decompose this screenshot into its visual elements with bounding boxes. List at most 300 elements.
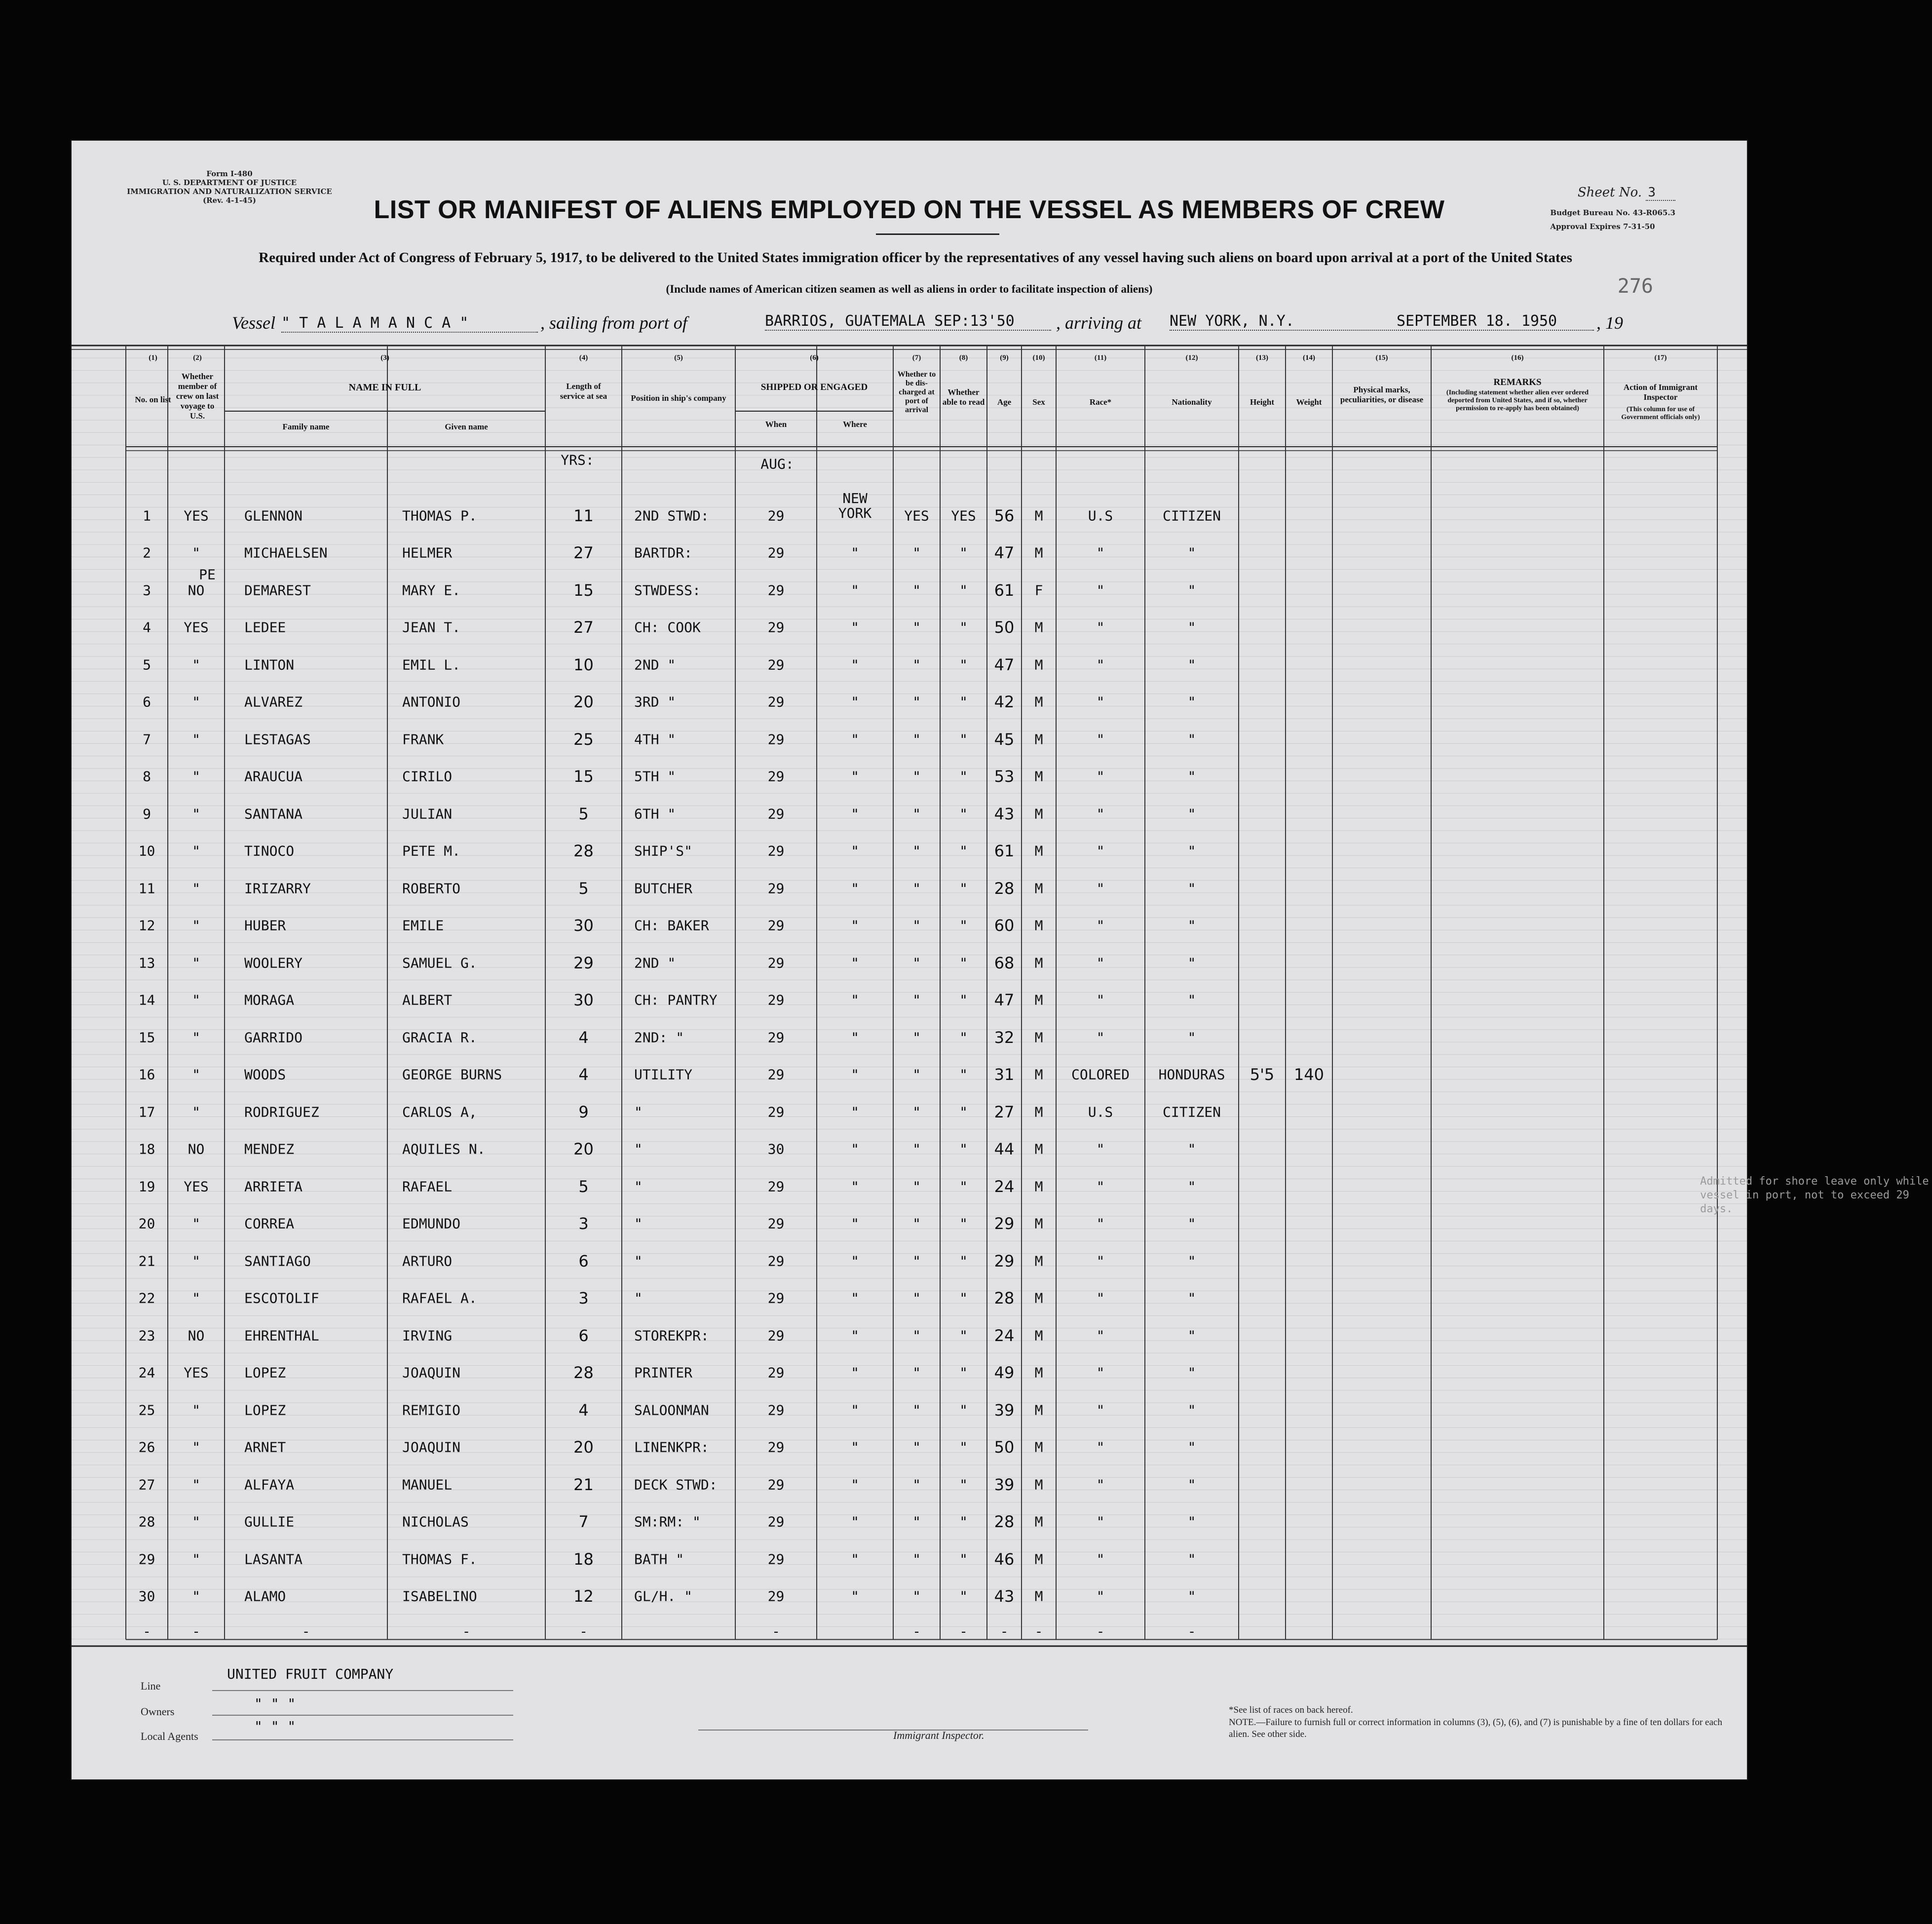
able-to-read: " (959, 619, 968, 636)
nationality: " (1187, 843, 1196, 859)
shipped-where: " (851, 1290, 859, 1307)
col3-header: NAME IN FULL (348, 382, 421, 393)
given-name: CIRILO (402, 768, 453, 785)
discharged: " (912, 656, 921, 673)
length-of-service: 3 (578, 1214, 589, 1233)
discharged: " (912, 1141, 921, 1157)
col13-number: (13) (1256, 354, 1268, 362)
col3-number: (3) (380, 354, 389, 362)
given-name: ARTURO (402, 1253, 453, 1270)
approval-expires: Approval Expires 7-31-50 (1550, 222, 1655, 231)
position: " (634, 1178, 643, 1195)
col5-header: Position in ship's company (631, 393, 726, 403)
shipped-when: 29 (767, 992, 785, 1008)
sex: F (1034, 582, 1043, 599)
row-number: 26 (138, 1439, 155, 1456)
row-number: 23 (138, 1327, 155, 1344)
shipped-where: " (851, 693, 859, 710)
position: 2ND " (634, 955, 676, 971)
row-number: 15 (138, 1029, 155, 1046)
position: STWDESS: (634, 582, 701, 599)
row-number: 1 (143, 507, 151, 524)
position: 2ND STWD: (634, 507, 709, 524)
dash-mark: - (959, 1623, 968, 1640)
race: " (1096, 880, 1105, 897)
discharged: YES (904, 507, 929, 524)
manifest-sheet (72, 141, 1929, 1779)
shipped-where: " (851, 1104, 859, 1120)
sex: M (1034, 693, 1043, 710)
race: " (1096, 1439, 1105, 1456)
able-to-read: " (959, 1178, 968, 1195)
given-name: IRVING (402, 1327, 453, 1344)
age: 61 (994, 842, 1015, 861)
last-voyage: " (192, 1551, 200, 1568)
given-name: ROBERTO (402, 880, 461, 897)
sex: M (1034, 1029, 1043, 1046)
family-name: MICHAELSEN (244, 544, 328, 561)
sheet-number-label: Sheet No. (1577, 185, 1642, 200)
shipped-where: " (851, 1402, 859, 1419)
col11-number: (11) (1094, 354, 1107, 362)
position: " (634, 1141, 643, 1157)
nationality: " (1187, 582, 1196, 599)
able-to-read: " (959, 843, 968, 859)
nationality: HONDURAS (1158, 1066, 1225, 1083)
weight: 140 (1293, 1065, 1325, 1084)
age: 24 (994, 1177, 1015, 1196)
length-of-service: 6 (578, 1326, 589, 1345)
agents-label: Local Agents (141, 1730, 198, 1742)
row-number: 17 (138, 1104, 155, 1120)
sex: M (1034, 1476, 1043, 1493)
position: CH: BAKER (634, 917, 709, 934)
row-number: 2 (143, 544, 151, 561)
shipped-when: 29 (767, 1178, 785, 1195)
shipped-when: 29 (767, 917, 785, 934)
shipped-where: " (851, 917, 859, 934)
family-name: EHRENTHAL (244, 1327, 319, 1344)
given-name: JOAQUIN (402, 1364, 461, 1381)
race: " (1096, 1476, 1105, 1493)
length-of-service: 28 (573, 842, 594, 861)
dash-mark: - (1000, 1623, 1009, 1640)
col12-header: Nationality (1172, 397, 1212, 407)
age: 43 (994, 1587, 1015, 1606)
length-of-service: 28 (573, 1363, 594, 1383)
col9-number: (9) (1000, 354, 1009, 362)
able-to-read: " (959, 768, 968, 785)
shipped-where: " (851, 1066, 859, 1083)
shipped-when: 29 (767, 731, 785, 748)
position: PRINTER (634, 1364, 693, 1381)
able-to-read: " (959, 1066, 968, 1083)
length-of-service: 21 (573, 1475, 594, 1494)
race: " (1096, 1364, 1105, 1381)
shipped-where: " (851, 1588, 859, 1605)
revision-date: (Rev. 4-1-45) (202, 196, 257, 205)
sailing-label: , sailing from port of (540, 313, 687, 333)
shipped-when: 29 (767, 1476, 785, 1493)
given-name: MANUEL (402, 1476, 453, 1493)
race: " (1096, 1290, 1105, 1307)
able-to-read: " (959, 1588, 968, 1605)
sex: M (1034, 1402, 1043, 1419)
able-to-read: " (959, 992, 968, 1008)
sex: M (1034, 1327, 1043, 1344)
sex: M (1034, 1588, 1043, 1605)
row-number: 8 (143, 768, 151, 785)
race: U.S (1088, 1104, 1113, 1120)
row-number: 13 (138, 955, 155, 971)
dash-mark: - (1034, 1623, 1043, 1640)
col14-number: (14) (1303, 354, 1315, 362)
family-name: WOOLERY (244, 955, 303, 971)
last-voyage: " (192, 1104, 200, 1120)
family-name: LOPEZ (244, 1402, 286, 1419)
age: 28 (994, 1512, 1015, 1532)
line-label: Line (141, 1680, 161, 1692)
last-voyage: " (192, 843, 200, 859)
sex: M (1034, 992, 1043, 1008)
discharged: " (912, 1215, 921, 1232)
family-name: TINOCO (244, 843, 295, 859)
able-to-read: " (959, 1141, 968, 1157)
col9-header: Age (997, 397, 1012, 407)
able-to-read: " (959, 1402, 968, 1419)
able-to-read: " (959, 582, 968, 599)
length-of-service: 5 (578, 1177, 589, 1196)
age: 39 (994, 1400, 1015, 1420)
shipped-when: 29 (767, 1290, 785, 1307)
sex: M (1034, 1364, 1043, 1381)
shipped-when: 29 (767, 768, 785, 785)
position: 6TH " (634, 806, 676, 822)
sex: M (1034, 656, 1043, 673)
age: 61 (994, 580, 1015, 600)
position: STOREKPR: (634, 1327, 709, 1344)
able-to-read: YES (951, 507, 976, 524)
family-name: ESCOTOLIF (244, 1290, 319, 1307)
shipped-when: 29 (767, 1029, 785, 1046)
able-to-read: " (959, 806, 968, 822)
given-name: JOAQUIN (402, 1439, 461, 1456)
length-of-service: 27 (573, 618, 594, 637)
last-voyage: " (192, 731, 200, 748)
shipped-where: " (851, 1476, 859, 1493)
age: 42 (994, 693, 1015, 712)
age: 27 (994, 1102, 1015, 1121)
col2-header: Whether member of crew on last voyage to U.S. (176, 372, 219, 421)
shipped-when: 29 (767, 1513, 785, 1530)
age: 28 (994, 879, 1015, 898)
sex: M (1034, 955, 1043, 971)
given-name: JULIAN (402, 806, 453, 822)
able-to-read: " (959, 1513, 968, 1530)
family-name: DEMAREST (244, 582, 311, 599)
discharged: " (912, 1439, 921, 1456)
length-of-service: 30 (573, 916, 594, 935)
instruction-text: (Include names of American citizen seamen as well as aliens in order to facilitate inspection of aliens) (666, 283, 1153, 295)
dash-mark: - (462, 1623, 471, 1640)
shipped-when: 29 (767, 1215, 785, 1232)
given-name: GEORGE BURNS (402, 1066, 502, 1083)
able-to-read: " (959, 1439, 968, 1456)
family-name: ALVAREZ (244, 693, 303, 710)
family-name: LOPEZ (244, 1364, 286, 1381)
shipped-when: 29 (767, 1253, 785, 1270)
length-of-service: 5 (578, 879, 589, 898)
age: 44 (994, 1140, 1015, 1159)
age: 28 (994, 1289, 1015, 1308)
col6-where-header: Where (843, 420, 867, 429)
col2-number: (2) (193, 354, 202, 362)
nationality: " (1187, 992, 1196, 1008)
shipped-when: 29 (767, 843, 785, 859)
height: 5'5 (1250, 1065, 1275, 1084)
able-to-read: " (959, 544, 968, 561)
discharged: " (912, 1513, 921, 1530)
last-voyage: YES (184, 619, 209, 636)
owners-label: Owners (141, 1705, 175, 1718)
length-of-service: 4 (578, 1400, 589, 1420)
nationality: " (1187, 656, 1196, 673)
able-to-read: " (959, 1253, 968, 1270)
family-name: GLENNON (244, 507, 303, 524)
last-voyage: " (192, 1513, 200, 1530)
length-of-service: 29 (573, 953, 594, 972)
race: COLORED (1071, 1066, 1130, 1083)
race-note: *See list of races on back hereof. (1229, 1705, 1353, 1715)
shipped-when: 29 (767, 619, 785, 636)
row-number: 9 (143, 806, 151, 822)
able-to-read: " (959, 1551, 968, 1568)
race: " (1096, 731, 1105, 748)
age: 39 (994, 1475, 1015, 1494)
age: 60 (994, 916, 1015, 935)
given-name: EMIL L. (402, 656, 461, 673)
dash-mark: - (1096, 1623, 1105, 1640)
nationality: " (1187, 1402, 1196, 1419)
shipped-where: " (851, 1364, 859, 1381)
shipped-where: " (851, 843, 859, 859)
col7-number: (7) (912, 354, 921, 362)
last-voyage: " (192, 1215, 200, 1232)
length-of-service: 5 (578, 804, 589, 823)
nationality: " (1187, 1029, 1196, 1046)
able-to-read: " (959, 1104, 968, 1120)
col6-header: SHIPPED OR ENGAGED (760, 382, 868, 392)
last-voyage: " (192, 1476, 200, 1493)
sex: M (1034, 880, 1043, 897)
length-of-service: 7 (578, 1512, 589, 1532)
discharged: " (912, 955, 921, 971)
given-name: MARY E. (402, 582, 461, 599)
race: " (1096, 1402, 1105, 1419)
owners-value: " " " (254, 1695, 296, 1712)
position: 2ND: " (634, 1029, 684, 1046)
family-name: ARNET (244, 1439, 286, 1456)
race: " (1096, 656, 1105, 673)
shipped-where: " (851, 768, 859, 785)
last-voyage: " (192, 1253, 200, 1270)
discharged: " (912, 544, 921, 561)
vessel-name: " T A L A M A N C A " (281, 314, 538, 333)
able-to-read: " (959, 880, 968, 897)
shipped-when: 29 (767, 1402, 785, 1419)
race: " (1096, 1588, 1105, 1605)
col4-number: (4) (579, 354, 588, 362)
discharged: " (912, 1402, 921, 1419)
given-name: AQUILES N. (402, 1141, 486, 1157)
month-label: AUG: (760, 456, 794, 472)
shipped-where: " (851, 1513, 859, 1530)
shipped-where: " (851, 582, 859, 599)
last-voyage: " (192, 1439, 200, 1456)
col17-header: Action of Immigrant Inspector (1623, 383, 1698, 402)
nationality: " (1187, 768, 1196, 785)
last-voyage: " (192, 1029, 200, 1046)
last-voyage: YES (184, 507, 209, 524)
race: " (1096, 1178, 1105, 1195)
nationality: " (1187, 1253, 1196, 1270)
last-voyage: NO (188, 1327, 205, 1344)
sex: M (1034, 1104, 1043, 1120)
sex: M (1034, 843, 1043, 859)
race: " (1096, 1513, 1105, 1530)
discharged: " (912, 1253, 921, 1270)
row-number: 30 (138, 1588, 155, 1605)
given-name: PETE M. (402, 843, 461, 859)
sex: M (1034, 507, 1043, 524)
length-of-service: 10 (573, 655, 594, 674)
able-to-read: " (959, 1327, 968, 1344)
given-name: RAFAEL (402, 1178, 453, 1195)
sex: M (1034, 768, 1043, 785)
last-voyage: " (192, 880, 200, 897)
last-voyage: " (192, 768, 200, 785)
length-of-service: 4 (578, 1065, 589, 1084)
dash-mark: - (143, 1623, 151, 1640)
family-name: ALFAYA (244, 1476, 295, 1493)
col15-header: Physical marks, peculiarities, or disease (1340, 385, 1424, 404)
length-of-service: 4 (578, 1028, 589, 1047)
last-voyage: YES (184, 1364, 209, 1381)
shipped-when: 29 (767, 544, 785, 561)
dash-mark: - (302, 1623, 310, 1640)
shipped-when: 29 (767, 1066, 785, 1083)
family-name: SANTIAGO (244, 1253, 311, 1270)
statute-text: Required under Act of Congress of February 5, 1917, to be delivered to the United States immigration officer by the representatives of any vessel having such aliens on board upon arrival at a port of the United States (259, 250, 1572, 266)
family-name: LASANTA (244, 1551, 303, 1568)
row-number: 14 (138, 992, 155, 1008)
length-of-service: 27 (573, 543, 594, 563)
sex: M (1034, 619, 1043, 636)
age: 43 (994, 804, 1015, 823)
last-voyage: YES (184, 1178, 209, 1195)
age: 68 (994, 953, 1015, 972)
dash-mark: - (912, 1623, 921, 1640)
discharged: " (912, 582, 921, 599)
nationality: " (1187, 1178, 1196, 1195)
length-of-service: 3 (578, 1289, 589, 1308)
nationality: " (1187, 917, 1196, 934)
position: SM:RM: " (634, 1513, 701, 1530)
discharged: " (912, 693, 921, 710)
row-number: 21 (138, 1253, 155, 1270)
age: 31 (994, 1065, 1015, 1084)
race: " (1096, 693, 1105, 710)
last-voyage: " (192, 806, 200, 822)
nationality: " (1187, 619, 1196, 636)
given-name: REMIGIO (402, 1402, 461, 1419)
nationality: " (1187, 1364, 1196, 1381)
family-name: ARAUCUA (244, 768, 303, 785)
col17-subheader: (This column for use of Government officials only) (1621, 406, 1700, 421)
departure-port: BARRIOS, GUATEMALA SEP:13'50 (765, 312, 1051, 331)
discharged: " (912, 1029, 921, 1046)
col10-number: (10) (1032, 354, 1045, 362)
shipped-when: 29 (767, 1588, 785, 1605)
nationality: " (1187, 955, 1196, 971)
discharged: " (912, 1551, 921, 1568)
able-to-read: " (959, 917, 968, 934)
given-name: SAMUEL G. (402, 955, 477, 971)
row-number: 20 (138, 1215, 155, 1232)
last-voyage: " (192, 992, 200, 1008)
row-number: 19 (138, 1178, 155, 1195)
family-name: WOODS (244, 1066, 286, 1083)
page-title: LIST OR MANIFEST OF ALIENS EMPLOYED ON THE VESSEL AS MEMBERS OF CREW (374, 195, 1445, 224)
col1-number: (1) (149, 354, 157, 362)
length-of-service: 6 (578, 1251, 589, 1270)
age: 47 (994, 991, 1015, 1010)
sex: M (1034, 731, 1043, 748)
family-name: SANTANA (244, 806, 303, 822)
stamped-number: 276 (1617, 275, 1653, 298)
shipped-when: 29 (767, 955, 785, 971)
remark-row-16: Admitted for shore leave only while vessel in port, not to exceed 29 days. (1700, 1175, 1929, 1215)
col17-number: (17) (1654, 354, 1667, 362)
shipped-where: " (851, 880, 859, 897)
nationality: " (1187, 731, 1196, 748)
given-name: ANTONIO (402, 693, 461, 710)
shipped-when: 29 (767, 507, 785, 524)
family-name: MENDEZ (244, 1141, 295, 1157)
last-voyage: " (192, 917, 200, 934)
race: " (1096, 992, 1105, 1008)
race: " (1096, 1029, 1105, 1046)
race: " (1096, 955, 1105, 971)
family-name: HUBER (244, 917, 286, 934)
able-to-read: " (959, 693, 968, 710)
sex: M (1034, 1439, 1043, 1456)
penalty-note: NOTE.—Failure to furnish full or correct information in columns (3), (5), (6), and (7) is punishable by a fine of ten dollars for each alien. See other side. (1229, 1717, 1722, 1739)
position: BARTDR: (634, 544, 693, 561)
discharged: " (912, 843, 921, 859)
col5-number: (5) (674, 354, 683, 362)
sex: M (1034, 917, 1043, 934)
col16-subheader: (Including statement whether alien ever ordered deported from United States, and if so, whether permission to re-apply has been obtained) (1446, 389, 1589, 412)
nationality: " (1187, 1588, 1196, 1605)
position: GL/H. " (634, 1588, 693, 1605)
length-of-service: 11 (573, 506, 594, 525)
shipped-where: " (851, 992, 859, 1008)
col12-number: (12) (1185, 354, 1198, 362)
position: SHIP'S" (634, 843, 693, 859)
col6-when-header: When (765, 420, 787, 429)
nationality: " (1187, 880, 1196, 897)
